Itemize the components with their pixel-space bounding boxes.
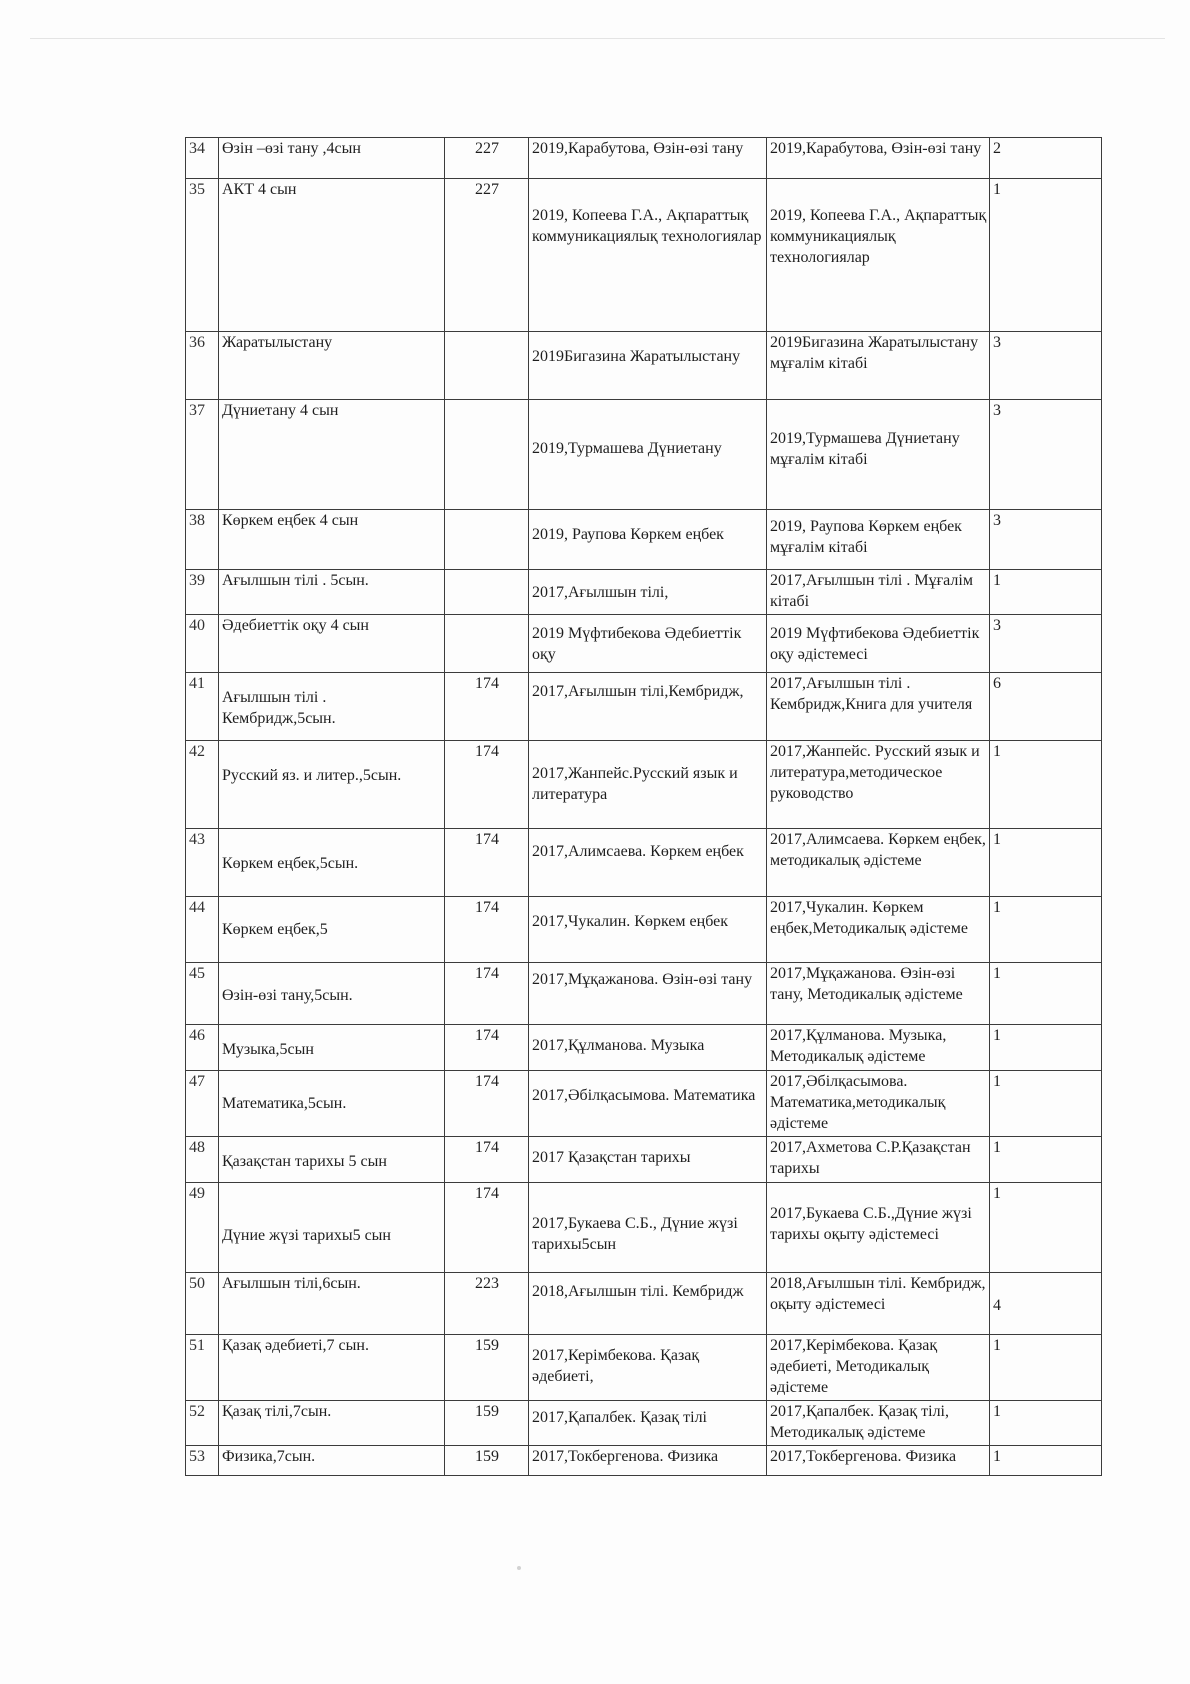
textbook-cell: 2017,Алимсаева. Көркем еңбек [529,829,767,897]
quantity-cell: 1 [990,741,1102,829]
guide-cell: 2019,Карабутова, Өзін-өзі тану [767,138,990,179]
textbook-cell: 2017,Құлманова. Музыка [529,1025,767,1071]
table-row [186,829,1102,897]
pages-cell: 174 [445,1071,529,1137]
guide-cell: 2019,Турмашева Дүниетану мұғалім кітабі [767,400,990,510]
guide-cell: 2019Бигазина Жаратылыстану мұғалім кітабі [767,332,990,400]
quantity-cell: 1 [990,1137,1102,1183]
textbook-cell: 2017,Букаева С.Б., Дүние жүзі тарихы5сын [529,1183,767,1273]
row-number: 38 [186,510,219,570]
pages-cell [445,510,529,570]
pages-cell: 174 [445,829,529,897]
row-number: 42 [186,741,219,829]
pages-cell: 227 [445,179,529,332]
row-number: 36 [186,332,219,400]
textbook-cell: 2017,Керімбекова. Қазақ әдебиеті, [529,1335,767,1401]
table-row [186,332,1102,400]
guide-cell: 2017,Әбілқасымова. Математика,методикалық әдістеме [767,1071,990,1137]
guide-cell: 2019 Мүфтибекова Әдебиеттік оқу әдістемесі [767,615,990,673]
table-row [186,570,1102,615]
table-row [186,179,1102,332]
row-number: 34 [186,138,219,179]
scan-speck [517,1566,521,1570]
table-row [186,963,1102,1025]
subject-cell: Ағылшын тілі . Кембридж,5сын. [219,673,445,741]
textbook-table-container [185,137,1101,1476]
pages-cell: 174 [445,1025,529,1071]
textbook-cell: 2017 Қазақстан тарихы [529,1137,767,1183]
quantity-cell: 4 [990,1273,1102,1335]
textbook-cell: 2017,Ағылшын тілі, [529,570,767,615]
quantity-cell: 1 [990,1025,1102,1071]
table-row [186,1273,1102,1335]
table-row [186,1183,1102,1273]
guide-cell: 2017,Жанпейс. Русский язык и литература,методическое руководство [767,741,990,829]
row-number: 39 [186,570,219,615]
row-number: 53 [186,1446,219,1476]
textbook-cell: 2019Бигазина Жаратылыстану [529,332,767,400]
subject-cell: Русский яз. и литер.,5сын. [219,741,445,829]
pages-cell: 174 [445,1137,529,1183]
quantity-cell: 1 [990,570,1102,615]
subject-cell: Дүниетану 4 сын [219,400,445,510]
guide-cell: 2017,Керімбекова. Қазақ әдебиеті, Методикалық әдістеме [767,1335,990,1401]
textbook-cell: 2017,Токбергенова. Физика [529,1446,767,1476]
subject-cell: Музыка,5сын [219,1025,445,1071]
guide-cell: 2017,Алимсаева. Көркем еңбек, методикалық әдістеме [767,829,990,897]
pages-cell: 223 [445,1273,529,1335]
table-row [186,1401,1102,1446]
table-row [186,1137,1102,1183]
guide-cell: 2017,Қапалбек. Қазақ тілі, Методикалық әдістеме [767,1401,990,1446]
textbook-table [185,137,1102,1476]
quantity-cell: 1 [990,897,1102,963]
quantity-cell: 1 [990,1335,1102,1401]
subject-cell: Әдебиеттік оқу 4 сын [219,615,445,673]
row-number: 47 [186,1071,219,1137]
row-number: 49 [186,1183,219,1273]
quantity-cell: 6 [990,673,1102,741]
textbook-cell: 2019 Мүфтибекова Әдебиеттік оқу [529,615,767,673]
guide-cell: 2017,Ағылшын тілі . Кембридж,Книга для учителя [767,673,990,741]
quantity-cell: 3 [990,400,1102,510]
subject-cell: Көркем еңбек,5 [219,897,445,963]
table-row [186,673,1102,741]
row-number: 40 [186,615,219,673]
subject-cell: Дүние жүзі тарихы5 сын [219,1183,445,1273]
row-number: 52 [186,1401,219,1446]
textbook-cell: 2017,Чукалин. Көркем еңбек [529,897,767,963]
quantity-cell: 3 [990,615,1102,673]
quantity-cell: 1 [990,1401,1102,1446]
row-number: 44 [186,897,219,963]
quantity-cell: 1 [990,829,1102,897]
subject-cell: АКТ 4 сын [219,179,445,332]
textbook-cell: 2017,Әбілқасымова. Математика [529,1071,767,1137]
textbook-cell: 2017,Жанпейс.Русский язык и литература [529,741,767,829]
subject-cell: Қазақ тілі,7сын. [219,1401,445,1446]
guide-cell: 2019, Копеева Г.А., Ақпараттық коммуникациялық технологиялар [767,179,990,332]
scan-edge-line [30,38,1165,39]
table-row [186,741,1102,829]
row-number: 41 [186,673,219,741]
textbook-cell: 2019, Копеева Г.А., Ақпараттық коммуникациялық технологиялар [529,179,767,332]
row-number: 51 [186,1335,219,1401]
subject-cell: Қазақ әдебиеті,7 сын. [219,1335,445,1401]
textbook-cell: 2019, Раупова Көркем еңбек [529,510,767,570]
guide-cell: 2018,Ағылшын тілі. Кембридж, оқыту әдістемесі [767,1273,990,1335]
subject-cell: Физика,7сын. [219,1446,445,1476]
pages-cell: 174 [445,963,529,1025]
quantity-cell: 3 [990,332,1102,400]
subject-cell: Қазақстан тарихы 5 сын [219,1137,445,1183]
row-number: 35 [186,179,219,332]
table-row [186,1025,1102,1071]
guide-cell: 2017,Чукалин. Көркем еңбек,Методикалық әдістеме [767,897,990,963]
pages-cell [445,400,529,510]
row-number: 46 [186,1025,219,1071]
quantity-cell: 1 [990,1446,1102,1476]
textbook-cell: 2019,Карабутова, Өзін-өзі тану [529,138,767,179]
table-row [186,897,1102,963]
row-number: 48 [186,1137,219,1183]
pages-cell: 174 [445,673,529,741]
textbook-cell: 2017,Қапалбек. Қазақ тілі [529,1401,767,1446]
textbook-cell: 2017,Мұқажанова. Өзін-өзі тану [529,963,767,1025]
subject-cell: Көркем еңбек,5сын. [219,829,445,897]
row-number: 50 [186,1273,219,1335]
quantity-cell: 3 [990,510,1102,570]
textbook-cell: 2017,Ағылшын тілі,Кембридж, [529,673,767,741]
pages-cell [445,570,529,615]
subject-cell: Өзін –өзі тану ,4сын [219,138,445,179]
table-row [186,510,1102,570]
textbook-cell: 2019,Турмашева Дүниетану [529,400,767,510]
textbook-cell: 2018,Ағылшын тілі. Кембридж [529,1273,767,1335]
pages-cell: 159 [445,1446,529,1476]
row-number: 43 [186,829,219,897]
subject-cell: Ағылшын тілі . 5сын. [219,570,445,615]
guide-cell: 2017,Букаева С.Б.,Дүние жүзі тарихы оқыту әдістемесі [767,1183,990,1273]
pages-cell: 159 [445,1335,529,1401]
pages-cell [445,332,529,400]
quantity-cell: 1 [990,1183,1102,1273]
quantity-cell: 1 [990,179,1102,332]
row-number: 37 [186,400,219,510]
row-number: 45 [186,963,219,1025]
quantity-cell: 1 [990,963,1102,1025]
guide-cell: 2017,Құлманова. Музыка, Методикалық әдістеме [767,1025,990,1071]
pages-cell: 159 [445,1401,529,1446]
subject-cell: Ағылшын тілі,6сын. [219,1273,445,1335]
table-row [186,400,1102,510]
subject-cell: Өзін-өзі тану,5сын. [219,963,445,1025]
table-row [186,1335,1102,1401]
table-row [186,138,1102,179]
pages-cell: 174 [445,741,529,829]
subject-cell: Математика,5сын. [219,1071,445,1137]
pages-cell [445,615,529,673]
table-row [186,1071,1102,1137]
pages-cell: 174 [445,897,529,963]
subject-cell: Жаратылыстану [219,332,445,400]
guide-cell: 2017,Ағылшын тілі . Мұғалім кітабі [767,570,990,615]
table-row [186,1446,1102,1476]
quantity-cell: 1 [990,1071,1102,1137]
guide-cell: 2017,Ахметова С.Р.Қазақстан тарихы [767,1137,990,1183]
table-row [186,615,1102,673]
guide-cell: 2017,Мұқажанова. Өзін-өзі тану, Методикалық әдістеме [767,963,990,1025]
subject-cell: Көркем еңбек 4 сын [219,510,445,570]
pages-cell: 174 [445,1183,529,1273]
guide-cell: 2017,Токбергенова. Физика [767,1446,990,1476]
pages-cell: 227 [445,138,529,179]
guide-cell: 2019, Раупова Көркем еңбек мұғалім кітабі [767,510,990,570]
quantity-cell: 2 [990,138,1102,179]
